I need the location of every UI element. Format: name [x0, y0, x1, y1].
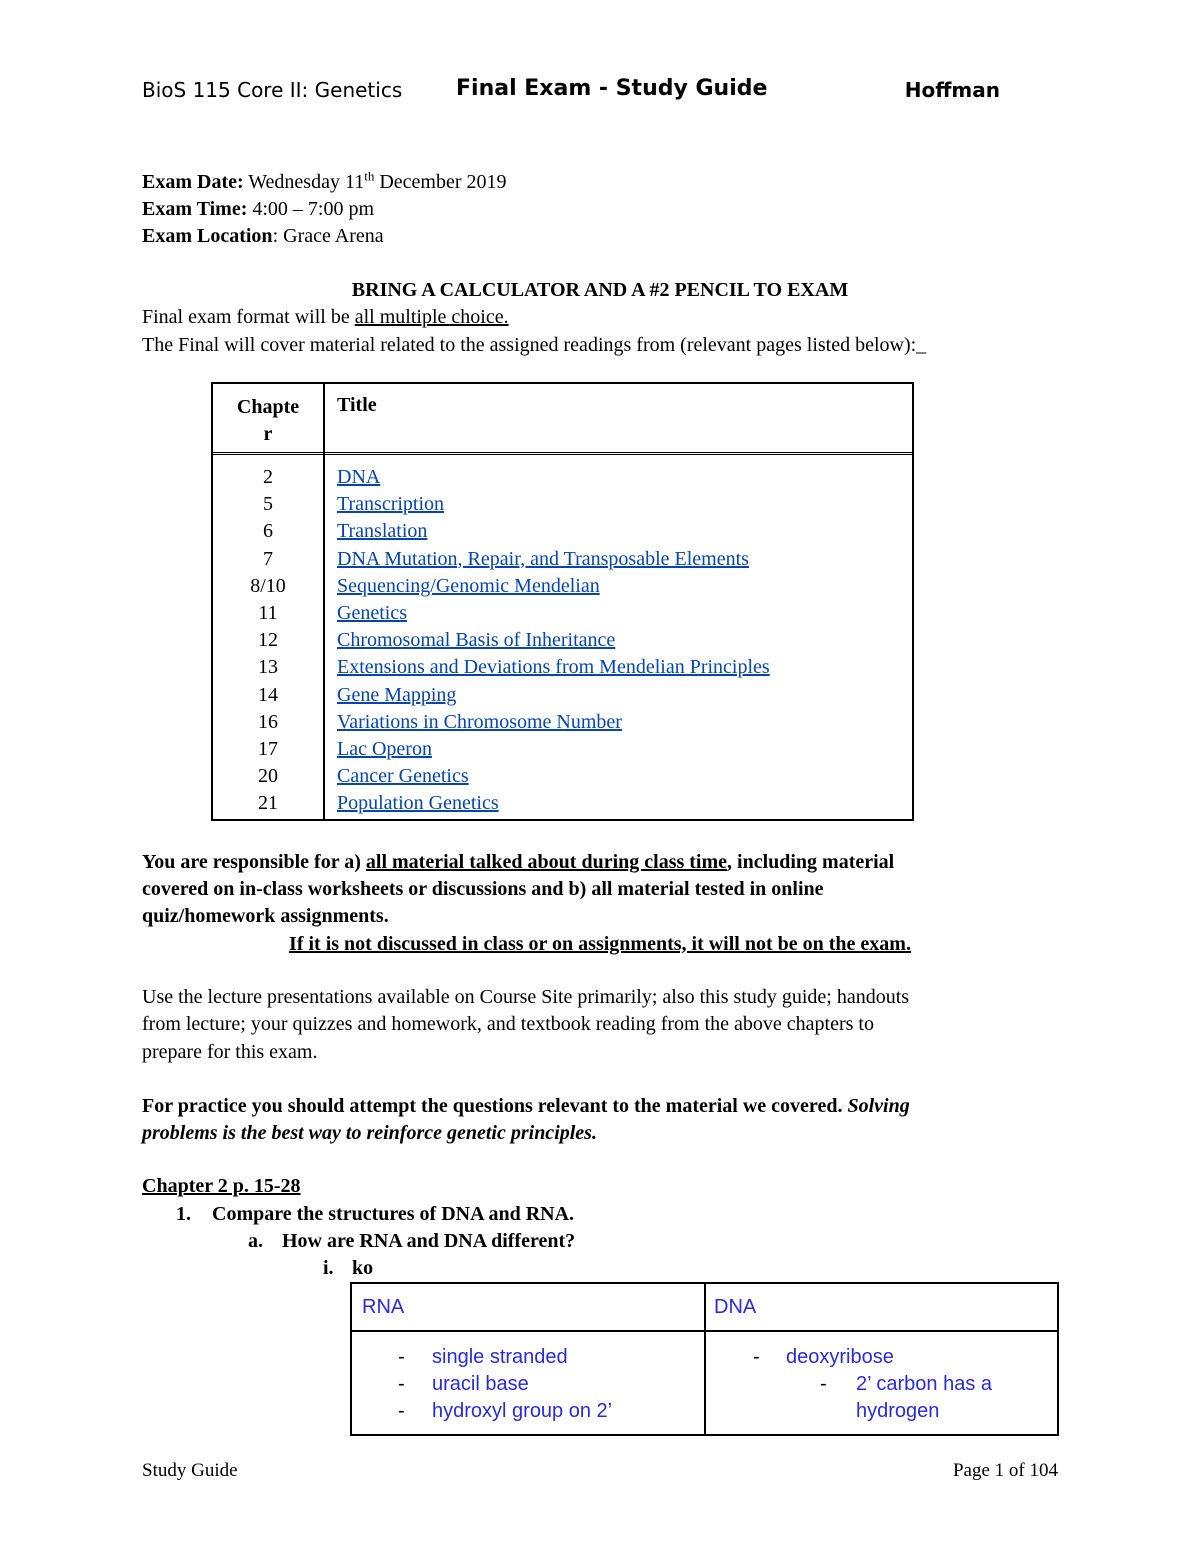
practice-line-1: For practice you should attempt the questions relevant to the material we covered. Solving [142, 1095, 910, 1117]
responsibility-line-2: covered on in-class worksheets or discussions and b) all material tested in online [142, 878, 824, 900]
bring-notice: BRING A CALCULATOR AND A #2 PENCIL TO EXAM [351, 279, 849, 301]
bullet-dash: - [398, 1373, 405, 1395]
chapter-rows [213, 464, 912, 817]
table-row[interactable]: 7 DNA Mutation, Repair, and Transposable Elements [213, 546, 912, 573]
exam-time-line [142, 198, 374, 221]
table-divider [704, 1284, 706, 1434]
chapter-link[interactable]: Extensions and Deviations from Mendelian Principles [337, 656, 770, 679]
resources-line-3: prepare for this exam. [142, 1041, 318, 1063]
header-chapter: Chapte r [236, 396, 300, 445]
exam-date-value: Wednesday 11th December 2019 [248, 168, 507, 193]
chapter-link[interactable]: Cancer Genetics [337, 765, 469, 788]
author-name: Hoffman [904, 78, 1000, 102]
exam-location-line [142, 225, 384, 248]
dna-sub-item-cont: hydrogen [856, 1400, 940, 1422]
responsibility-line-1: You are responsible for a) all material talked about during class time, including material [142, 851, 895, 873]
format-line: Final exam format will be all multiple choice. [142, 306, 509, 328]
bullet-dash: - [820, 1373, 827, 1395]
practice-emphasis: Solving [847, 1095, 910, 1117]
table-row[interactable]: 2 DNA [213, 464, 912, 491]
resources-line-2: from lecture; your quizzes and homework, and textbook reading from the above chapters to [142, 1013, 874, 1035]
chapter-link[interactable]: Population Genetics [337, 792, 499, 815]
chapter-link[interactable]: Sequencing/Genomic Mendelian [337, 574, 600, 597]
table-header-rule [213, 452, 912, 455]
table-row[interactable]: 8/10 Sequencing/Genomic Mendelian [213, 573, 912, 600]
exam-location-label: Exam Location [142, 225, 273, 247]
table-row[interactable]: 13 Extensions and Deviations from Mendelian Principles [213, 654, 912, 681]
exam-time-label: Exam Time: [142, 198, 248, 220]
footer-label: Study Guide [142, 1460, 238, 1481]
rna-item: single stranded [432, 1346, 568, 1368]
header-title: Title [337, 394, 377, 416]
document-title: Final Exam - Study Guide [456, 76, 768, 101]
rna-dna-table [350, 1282, 1059, 1436]
question-1-number: 1. [176, 1203, 191, 1225]
table-row[interactable]: 16 Variations in Chromosome Number [213, 709, 912, 736]
table-row[interactable]: 20 Cancer Genetics [213, 763, 912, 790]
table-row[interactable]: 11 Genetics [213, 600, 912, 627]
question-1a-number: a. [248, 1230, 263, 1252]
question-1a: How are RNA and DNA different? [282, 1230, 576, 1252]
chapter-link[interactable]: Chromosomal Basis of Inheritance [337, 629, 616, 652]
question-1: Compare the structures of DNA and RNA. [212, 1203, 575, 1225]
course-name: BioS 115 Core II: Genetics [142, 78, 403, 102]
chapter-link[interactable]: Lac Operon [337, 737, 432, 760]
rna-item: hydroxyl group on 2’ [432, 1400, 613, 1422]
chapter-link[interactable]: Translation [337, 520, 428, 543]
rna-header: RNA [362, 1296, 405, 1318]
chapter-link[interactable]: DNA [337, 466, 381, 488]
practice-line-2: problems is the best way to reinforce genetic principles. [142, 1122, 597, 1144]
format-emphasis: all multiple choice. [354, 306, 509, 328]
resources-line-1: Use the lecture presentations available on Course Site primarily; also this study guide; handouts [142, 986, 910, 1008]
exam-date-label: Exam Date: [142, 171, 244, 193]
dna-header: DNA [714, 1296, 757, 1318]
bullet-dash: - [753, 1346, 760, 1368]
chapters-table [211, 382, 914, 821]
chapter-link[interactable]: Gene Mapping [337, 683, 457, 706]
chapter-link[interactable]: Transcription [337, 493, 445, 516]
table-row[interactable]: 12 Chromosomal Basis of Inheritance [213, 627, 912, 654]
table-row[interactable]: 6 Translation [213, 518, 912, 545]
exam-time-value: 4:00 – 7:00 pm [252, 198, 375, 220]
exam-location-value: : Grace Arena [272, 225, 384, 247]
table-row[interactable]: 5 Transcription [213, 491, 912, 518]
chapter-link[interactable]: Variations in Chromosome Number [337, 710, 622, 733]
chapter-link[interactable]: DNA Mutation, Repair, and Transposable Elements [337, 547, 749, 570]
table-row[interactable]: 14 Gene Mapping [213, 682, 912, 709]
question-1ai-number: i. [323, 1257, 334, 1279]
rna-item: uracil base [432, 1373, 529, 1395]
table-row[interactable]: 21 Population Genetics [213, 790, 912, 817]
dna-item: deoxyribose [786, 1346, 894, 1368]
dna-sub-item: 2’ carbon has a [856, 1373, 993, 1395]
table-row[interactable]: 17 Lac Operon [213, 736, 912, 763]
coverage-line: The Final will cover material related to the assigned readings from (relevant pages listed below):_ [142, 334, 927, 356]
exam-date-line [142, 168, 507, 194]
responsibility-line-3: quiz/homework assignments. [142, 905, 389, 927]
bullet-dash: - [398, 1346, 405, 1368]
table-header-rule [352, 1330, 1057, 1332]
chapter-link[interactable]: Genetics [337, 601, 407, 624]
bullet-dash: - [398, 1400, 405, 1422]
page-header [142, 76, 1002, 106]
responsibility-emphasis: all material talked about during class time [365, 851, 728, 873]
question-1ai: ko [352, 1257, 374, 1279]
chapter-2-heading: Chapter 2 p. 15-28 [142, 1175, 301, 1197]
responsibility-warning: If it is not discussed in class or on assignments, it will not be on the exam. [289, 933, 911, 955]
page-number: Page 1 of 104 [952, 1460, 1058, 1481]
